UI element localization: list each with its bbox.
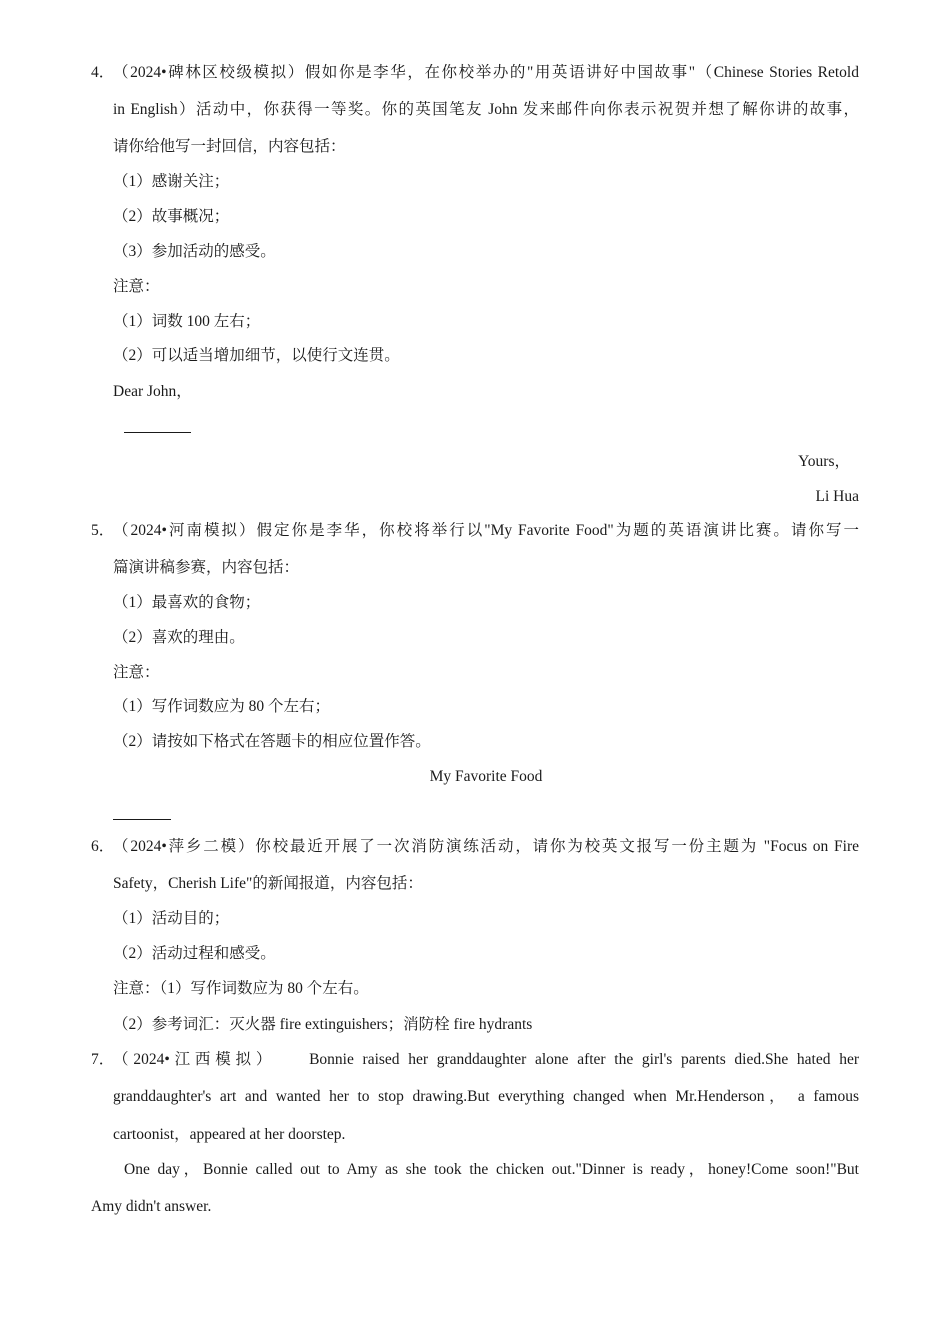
question-4-prompt-line-3: 请你给他写一封回信，内容包括： bbox=[113, 138, 346, 155]
essay-title: My Favorite Food bbox=[429, 768, 543, 785]
question-5-note-label: 注意： bbox=[113, 664, 160, 681]
question-7-number: 7． bbox=[91, 1051, 115, 1068]
answer-blank bbox=[124, 432, 191, 433]
question-5-note-2: （2）请按如下格式在答题卡的相应位置作答。 bbox=[113, 733, 431, 750]
question-4-note-1: （1）词数 100 左右； bbox=[113, 313, 261, 330]
question-4-prompt-line-1: （2024•碑林区校级模拟）假如你是李华，在你校举办的"用英语讲好中国故事"（Chinese Stories Retold bbox=[113, 64, 859, 81]
question-4-item-1: （1）感谢关注； bbox=[113, 173, 230, 190]
question-7-paragraph-2-line-2: Amy didn't answer. bbox=[91, 1198, 212, 1215]
answer-blank bbox=[113, 819, 171, 820]
question-6-note-2: （2）参考词汇：灭火器 fire extinguishers；消防栓 fire hydrants bbox=[113, 1016, 533, 1033]
question-5-note-1: （1）写作词数应为 80 个左右； bbox=[113, 698, 331, 715]
question-7-paragraph-2-line-1: One day，Bonnie called out to Amy as she took the chicken out."Dinner is ready，honey!Come soon!"But bbox=[124, 1161, 859, 1178]
question-4-prompt-line-2: in English）活动中，你获得一等奖。你的英国笔友 John 发来邮件向你表示祝贺并想了解你讲的故事， bbox=[113, 101, 859, 118]
letter-greeting: Dear John， bbox=[113, 383, 192, 400]
question-6-prompt-line-1: （2024•萍乡二模）你校最近开展了一次消防演练活动，请你为校英文报写一份主题为 "Focus on Fire bbox=[113, 838, 859, 855]
question-4-item-2: （2）故事概况； bbox=[113, 208, 230, 225]
question-7-passage-line-3: cartoonist，appeared at her doorstep. bbox=[113, 1126, 346, 1143]
question-5-item-2: （2）喜欢的理由。 bbox=[113, 629, 245, 646]
question-5-number: 5． bbox=[91, 522, 115, 539]
letter-closing: Yours， bbox=[798, 453, 850, 470]
question-6-number: 6． bbox=[91, 838, 115, 855]
question-7-passage-line-1: （2024•江西模拟） Bonnie raised her granddaughter alone after the girl's parents died.She hated her bbox=[113, 1051, 859, 1068]
question-6-item-1: （1）活动目的； bbox=[113, 910, 230, 927]
question-5-item-1: （1）最喜欢的食物； bbox=[113, 594, 261, 611]
question-4-note-label: 注意： bbox=[113, 278, 160, 295]
question-6-item-2: （2）活动过程和感受。 bbox=[113, 945, 276, 962]
letter-signature: Li Hua bbox=[815, 488, 859, 505]
question-6-prompt-line-2: Safety，Cherish Life"的新闻报道，内容包括： bbox=[113, 875, 423, 892]
question-4-note-2: （2）可以适当增加细节，以使行文连贯。 bbox=[113, 347, 400, 364]
question-7-passage-line-2: granddaughter's art and wanted her to stop drawing.But everything changed when Mr.Henderson， a famous bbox=[113, 1088, 859, 1105]
question-4-item-3: （3）参加活动的感受。 bbox=[113, 243, 276, 260]
question-5-prompt-line-2: 篇演讲稿参赛，内容包括： bbox=[113, 559, 300, 576]
question-6-note-1: 注意：（1）写作词数应为 80 个左右。 bbox=[113, 980, 369, 997]
question-5-prompt-line-1: （2024•河南模拟）假定你是李华，你校将举行以"My Favorite Food"为题的英语演讲比赛。请你写一 bbox=[113, 522, 859, 539]
question-4-number: 4． bbox=[91, 64, 115, 81]
